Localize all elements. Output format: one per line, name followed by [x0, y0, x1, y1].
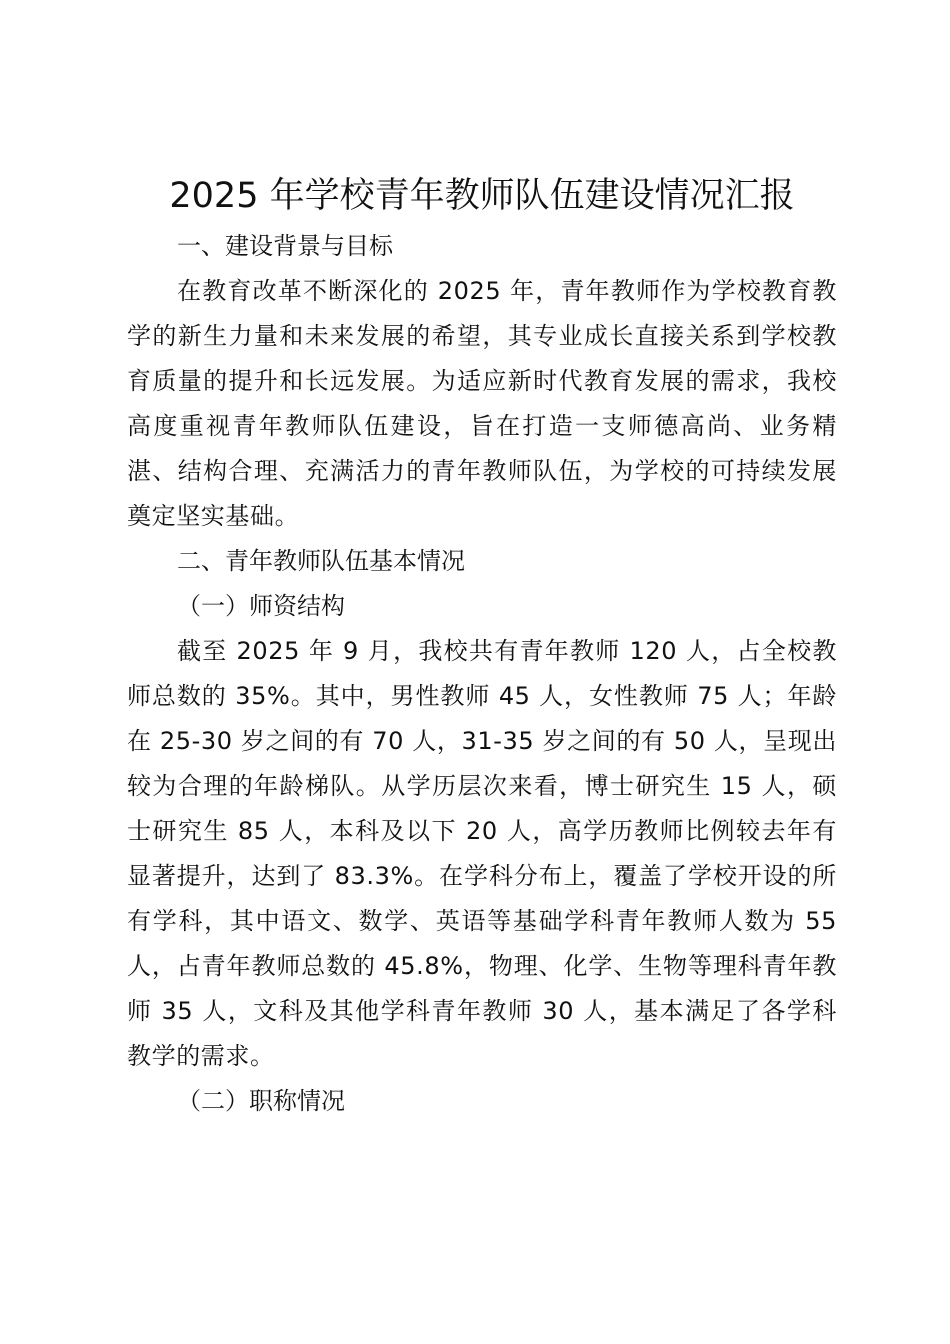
subsection-heading-structure: （一）师资结构 — [177, 592, 345, 620]
subsection-heading-titles: （二）职称情况 — [177, 1087, 345, 1115]
section-heading-background: 一、建设背景与目标 — [177, 232, 393, 260]
paragraph-structure: 截至 2025 年 9 月，我校共有青年教师 120 人，占全校教师总数的 35%。其中，男性教师 45 人，女性教师 75 人；年龄在 25-30 岁之间的有 70 人，31-35 岁之间的有 50 人，呈现出较为合理的年龄梯队。从学历层次来看，博士研究生 15 人，硕士研究生 85 人，本科及以下 20 人，高学历教师比例较去年有显著提升，达到了 83.3%。在学科分布上，覆盖了学校开设的所有学科，其中语文、数学、英语等基础学科青年教师人数为 55 人，占青年教师总数的 45.8%，物理、化学、生物等理科青年教师 35 人，文科及其他学科青年教师 30 人，基本满足了各学科教学的需求。 — [127, 637, 837, 1070]
section-heading-basic-info: 二、青年教师队伍基本情况 — [177, 547, 465, 575]
document-title: 2025 年学校青年教师队伍建设情况汇报 — [169, 176, 795, 216]
paragraph-background: 在教育改革不断深化的 2025 年，青年教师作为学校教育教学的新生力量和未来发展的希望，其专业成长直接关系到学校教育质量的提升和长远发展。为适应新时代教育发展的需求，我校高度重视青年教师队伍建设，旨在打造一支师德高尚、业务精湛、结构合理、充满活力的青年教师队伍，为学校的可持续发展奠定坚实基础。 — [127, 277, 837, 530]
document-page — [127, 168, 837, 1124]
